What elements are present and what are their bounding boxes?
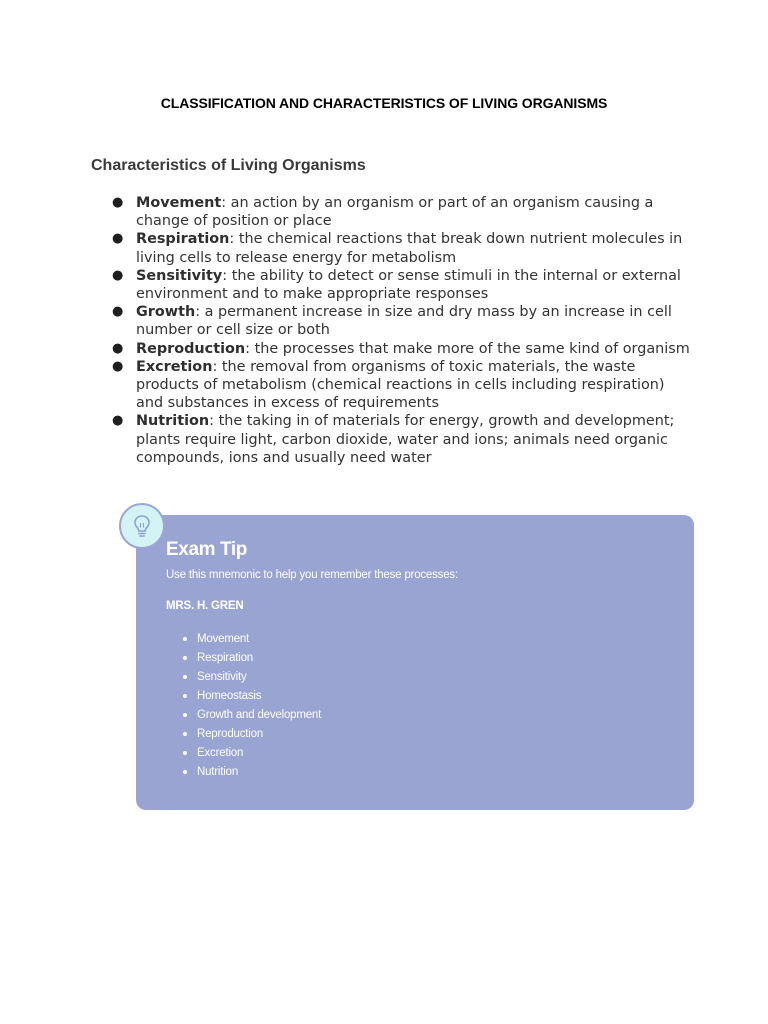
list-item — [112, 303, 692, 339]
bullet-icon: ● — [112, 195, 124, 210]
characteristic-definition: : the chemical reactions that break down nutrient molecules in living cells to release energy for metabolism — [136, 231, 683, 266]
mnemonic-item — [183, 670, 321, 689]
bullet-icon — [183, 656, 187, 660]
mnemonic-rest: ovement — [206, 633, 250, 645]
mnemonic-initial: N — [197, 766, 206, 778]
mnemonic-item — [183, 632, 321, 651]
mnemonic-rest: espiration — [205, 652, 253, 664]
bullet-icon: ● — [112, 358, 124, 374]
mnemonic-list — [183, 632, 321, 784]
exam-tip-mnemonic: MRS. H. GREN — [166, 600, 244, 612]
bullet-icon — [183, 732, 187, 736]
characteristic-definition: : an action by an organism or part of an organism causing a change of position or place — [136, 195, 654, 230]
mnemonic-initial: R — [197, 728, 206, 740]
characteristic-term: Nutrition — [136, 413, 210, 430]
bullet-icon: ● — [112, 304, 124, 320]
characteristic-term: Respiration — [136, 231, 230, 248]
list-item — [112, 340, 692, 358]
document-title: CLASSIFICATION AND CHARACTERISTICS OF LIVING ORGANISMS — [160, 95, 608, 111]
list-item — [112, 412, 692, 467]
bullet-icon — [183, 751, 187, 755]
mnemonic-initial: R — [197, 652, 206, 664]
list-item — [112, 267, 692, 303]
characteristic-definition: : the processes that make more of the same kind of organism — [245, 340, 690, 357]
characteristic-term: Movement — [136, 195, 222, 211]
mnemonic-item — [183, 727, 321, 746]
characteristic-definition: : the ability to detect or sense stimuli in the internal or external environment and to make appropriate responses — [136, 267, 681, 303]
mnemonic-initial: G — [197, 709, 206, 721]
characteristic-term: Excretion — [136, 358, 213, 375]
list-item — [112, 230, 692, 266]
mnemonic-rest: omeostasis — [205, 690, 262, 702]
bullet-icon: ● — [112, 340, 124, 356]
characteristics-list — [112, 194, 692, 467]
bullet-icon — [183, 675, 187, 679]
bullet-icon — [183, 694, 187, 698]
mnemonic-rest: xcretion — [204, 747, 244, 759]
mnemonic-initial: M — [197, 633, 207, 645]
mnemonic-initial: H — [197, 690, 206, 702]
exam-tip-title: Exam Tip — [166, 539, 247, 560]
lightbulb-icon — [131, 513, 153, 539]
mnemonic-item — [183, 689, 321, 708]
characteristic-definition: : the removal from organisms of toxic materials, the waste products of metabolism (chemical reactions in cells including respiration) and substances in excess of requirements — [136, 358, 665, 412]
characteristic-term: Reproduction — [136, 340, 246, 357]
section-heading: Characteristics of Living Organisms — [91, 157, 366, 174]
mnemonic-item — [183, 708, 321, 727]
bullet-icon: ● — [112, 413, 124, 429]
mnemonic-item — [183, 746, 321, 765]
bullet-icon — [183, 637, 187, 641]
mnemonic-initial: S — [197, 671, 205, 683]
mnemonic-rest: rowth and development — [205, 709, 322, 721]
bullet-icon: ● — [112, 267, 124, 283]
mnemonic-rest: utrition — [205, 766, 239, 778]
bullet-icon — [183, 770, 187, 774]
characteristic-definition: : the taking in of materials for energy, growth and development; plants require light, carbon dioxide, water and ions; animals need organic compounds, ions and usually need water — [136, 413, 675, 466]
characteristic-definition: : a permanent increase in size and dry mass by an increase in cell number or cell size or both — [136, 304, 672, 339]
exam-tip-badge — [119, 503, 165, 549]
characteristic-term: Sensitivity — [136, 267, 223, 284]
mnemonic-initial: E — [197, 747, 205, 759]
mnemonic-item — [183, 765, 321, 784]
characteristic-term: Growth — [136, 304, 196, 321]
list-item — [112, 194, 692, 230]
list-item — [112, 358, 692, 413]
bullet-icon — [183, 713, 187, 717]
bullet-icon: ● — [112, 231, 124, 247]
exam-tip-intro: Use this mnemonic to help you remember these processes: — [166, 569, 458, 581]
mnemonic-rest: ensitivity — [204, 671, 247, 683]
mnemonic-rest: eproduction — [205, 728, 264, 740]
mnemonic-item — [183, 651, 321, 670]
